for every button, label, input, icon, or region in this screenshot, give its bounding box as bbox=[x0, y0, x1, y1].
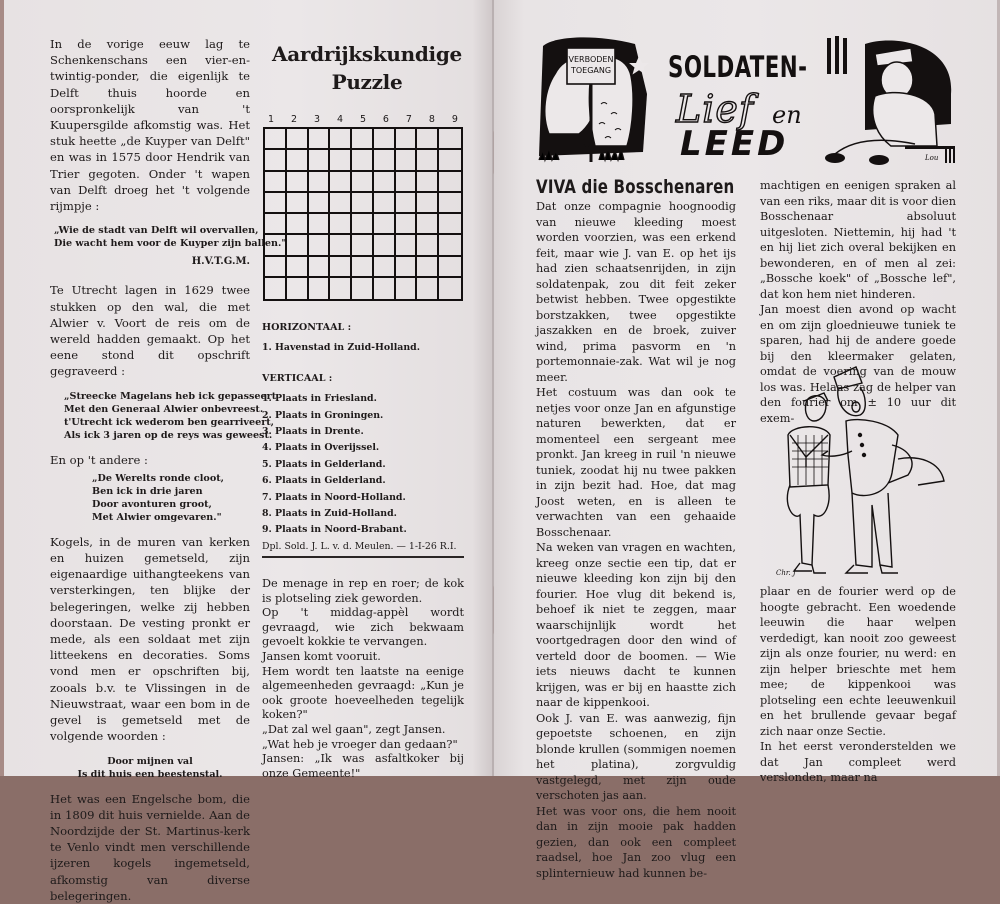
puzzle-cell[interactable] bbox=[287, 150, 309, 171]
paragraph: Het was een Engelsche bom, die in 1809 dit huis vernielde. Aan de Noordzijde der St. Martinus-kerk te Venlo vindt men verschillende ijzeren kogels ingemetseld, afkomstig van diverse belegeringen. bbox=[50, 791, 250, 903]
puzzle-cell[interactable] bbox=[439, 235, 461, 256]
sad-soldier-illustration-icon bbox=[825, 36, 955, 165]
puzzle-cell[interactable] bbox=[417, 257, 439, 278]
puzzle-credit: Dpl. Sold. J. L. v. d. Meulen. — 1-I-26 R.I. bbox=[262, 540, 457, 552]
puzzle-cell[interactable] bbox=[396, 129, 418, 150]
puzzle-cell[interactable] bbox=[417, 278, 439, 299]
soldiers-cartoon-icon bbox=[787, 367, 944, 573]
puzzle-cell[interactable] bbox=[417, 235, 439, 256]
puzzle-cell[interactable] bbox=[330, 172, 352, 193]
article-column-2-top: machtigen en eenigen spraken al van een riks, maar dit is voor dien Bosschenaar absoluut uitgesloten. Niettemin, hij had 't en hij liet zich overal bekijken en bewonderen, en of men al zei: „Bossche koek" of „Bossche lef", dat kon hem niet hinderen. Jan moest dien avond op wacht en om zijn gloednieuwe tuniek te sparen, had hij de andere goede bij den kleermaker gelaten, omdat de voering van de mouw los was. Helaas zag de helper van den fourier om ± 10 uur dit exem- bbox=[760, 179, 956, 425]
puzzle-cell[interactable] bbox=[396, 172, 418, 193]
puzzle-cell[interactable] bbox=[309, 257, 331, 278]
puzzle-cell[interactable] bbox=[265, 172, 287, 193]
puzzle-cell[interactable] bbox=[265, 235, 287, 256]
paragraph: Te Utrecht lagen in 1629 twee stukken op den wal, die met Alwier v. Voort de reis om de wereld hadden gemaakt. Op het eene stond dit opschrift gegraveerd : bbox=[50, 283, 250, 379]
puzzle-cell[interactable] bbox=[309, 278, 331, 299]
puzzle-cell[interactable] bbox=[439, 129, 461, 150]
puzzle-cell[interactable] bbox=[417, 214, 439, 235]
puzzle-cell[interactable] bbox=[374, 172, 396, 193]
puzzle-cell[interactable] bbox=[309, 193, 331, 214]
puzzle-cell[interactable] bbox=[396, 235, 418, 256]
puzzle-cell[interactable] bbox=[330, 278, 352, 299]
puzzle-cell[interactable] bbox=[309, 129, 331, 150]
puzzle-cell[interactable] bbox=[330, 257, 352, 278]
puzzle-cell[interactable] bbox=[417, 129, 439, 150]
clue-vertical: 6. Plaats in Gelderland. bbox=[262, 475, 386, 487]
puzzle-cell[interactable] bbox=[396, 193, 418, 214]
puzzle-cell[interactable] bbox=[439, 278, 461, 299]
puzzle-column-numbers: 1 2 3 4 5 6 7 8 9 bbox=[268, 114, 458, 125]
clue-vertical: 7. Plaats in Noord-Holland. bbox=[262, 491, 406, 503]
fourier-cartoon bbox=[768, 365, 958, 580]
puzzle-cell[interactable] bbox=[330, 214, 352, 235]
puzzle-cell[interactable] bbox=[374, 193, 396, 214]
puzzle-cell[interactable] bbox=[287, 278, 309, 299]
article-column-2-bottom: plaar en de fourier werd op de hoogte gebracht. Een woedende leeuwin die haar welpen verdedigt, kan nooit zoo geweest zijn als onze fourier, nu werd: en zijn helper brieschte met hem mee; de kippenkooi was plotseling een echte leeuwenkuil en het brullende gevaar begaf zich naar onze Sectie. In het eerst veronderstelden we dat Jan compleet werd verslonden, maar na bbox=[760, 585, 956, 784]
header-title-en: en bbox=[772, 101, 802, 129]
signature: H.V.T.G.M. bbox=[191, 256, 250, 268]
divider bbox=[262, 556, 464, 558]
clue-vertical: 9. Plaats in Noord-Brabant. bbox=[262, 524, 407, 536]
clue-vertical: 2. Plaats in Groningen. bbox=[262, 409, 384, 421]
puzzle-cell[interactable] bbox=[352, 214, 374, 235]
history-column bbox=[50, 36, 287, 904]
puzzle-cell[interactable] bbox=[374, 278, 396, 299]
puzzle-clues bbox=[262, 320, 472, 555]
horizontal-heading: HORIZONTAAL : bbox=[262, 322, 352, 333]
puzzle-cell[interactable] bbox=[352, 278, 374, 299]
puzzle-cell[interactable] bbox=[309, 172, 331, 193]
paragraph: Kogels, in de muren van kerken en huizen gemetseld, zijn eigenaardige uithangteekens van versterkingen, ten blijke der belegeringen, welke zij hebben doorstaan. De vesting pronkt er mede, als een soldaat met zijn litteekens en decoraties. Soms vond men er opschriften bij, zooals b.v. te Vlissingen in de Nieuwstraat, waar een bom in de gevel is gemetseld met de volgende woorden : bbox=[50, 534, 250, 744]
svg-text:Lou: Lou bbox=[925, 154, 939, 162]
puzzle-cell[interactable] bbox=[352, 235, 374, 256]
puzzle-cell[interactable] bbox=[287, 129, 309, 150]
puzzle-cell[interactable] bbox=[417, 172, 439, 193]
paragraph: En op 't andere : bbox=[50, 452, 148, 467]
puzzle-cell[interactable] bbox=[287, 193, 309, 214]
paragraph: In de vorige eeuw lag te Schenkenschans een vier-en-twintig-ponder, die eigenlijk te Delft thuis hoorde en oorspronkelijk van 't Kuupersgilde afkomstig was. Het stuk heette „de Kuyper van Delft" en was in 1575 door Hendrik van Trier gegoten. Onder 't wapen van Delft droeg het 't volgende rijmpje : bbox=[50, 37, 250, 214]
puzzle-cell[interactable] bbox=[352, 129, 374, 150]
puzzle-cell[interactable] bbox=[417, 150, 439, 171]
left-page bbox=[0, 0, 492, 903]
clue-vertical: 1. Plaats in Friesland. bbox=[262, 393, 377, 405]
puzzle-cell[interactable] bbox=[439, 172, 461, 193]
clue-vertical: 5. Plaats in Gelderland. bbox=[262, 458, 386, 470]
puzzle-cell[interactable] bbox=[265, 150, 287, 171]
puzzle-cell[interactable] bbox=[352, 150, 374, 171]
verse-vlissingen: Door mijnen val Is dit huis een beestenstal. bbox=[77, 755, 223, 780]
header-title-leed: LEED bbox=[680, 124, 789, 164]
puzzle-cell[interactable] bbox=[265, 129, 287, 150]
puzzle-cell[interactable] bbox=[396, 257, 418, 278]
clue-vertical: 8. Plaats in Zuid-Holland. bbox=[262, 508, 397, 520]
puzzle-cell[interactable] bbox=[352, 172, 374, 193]
puzzle-title: Aardrijkskundige Puzzle bbox=[272, 42, 462, 94]
puzzle-cell[interactable] bbox=[330, 193, 352, 214]
puzzle-cell[interactable] bbox=[287, 172, 309, 193]
puzzle-cell[interactable] bbox=[439, 193, 461, 214]
anecdote: De menage in rep en roer; de kok is plotseling ziek geworden. Op 't middag-appèl wordt gevraagd, wie zich bekwaam gevoelt kokkie te vervangen. Jansen komt vooruit. Hem wordt ten laatste na eenige algemeenheden gevraagd: „Kun je ook groote hoeveelheden tegelijk koken?" „Dat zal wel gaan", zegt Jansen. „Wat heb je vroeger dan gedaan?" Jansen: „Ik was asfaltkoker bij onze Gemeente!" bbox=[262, 577, 464, 780]
verse-utrecht: „Streecke Magelans heb ick gepasseert Met den Generaal Alwier onbevreest. t'Utrecht ick wederom ben gearriveert, Als ick 3 jaren op de reys was geweest. bbox=[64, 390, 277, 441]
puzzle-cell[interactable] bbox=[439, 150, 461, 171]
puzzle-cell[interactable] bbox=[330, 129, 352, 150]
puzzle-cell[interactable] bbox=[374, 214, 396, 235]
puzzle-cell[interactable] bbox=[439, 257, 461, 278]
verse-wereld: „De Werelts ronde cloot, Ben ick in drie jaren Door avonturen groot, Met Alwier omgevaren." bbox=[92, 472, 224, 523]
clue-vertical: 3. Plaats in Drente. bbox=[262, 426, 364, 438]
puzzle-cell[interactable] bbox=[309, 150, 331, 171]
article-column-1: Dat onze compagnie hoognoodig van nieuwe kleeding moest worden voorzien, was een erkend feit, maar wie J. van E. op het ijs had zien schaatsenrijden, in zijn soldatenpak, zou dit feit zeker betwist hebben. Twee opgestikte borstzakken, twee opgestikte jaszakken en de broek, zuiver wind, prima pasvorm en 'n portemonnaie-zak. Wat wil je nog meer. Het costuum was dan ook te netjes voor onze Jan en afgunstige naturen bewerkten, dat er momenteel een sergeant mee pronkt. Jan kreeg in ruil 'n nieuwe tuniek, zoodat hij nu twee pakken in zijn bezit had. Hoe, dat mag Joost weten, en is alleen te verwachten van een gehaaide Bosschenaar. Na weken van vragen en wachten, kreeg onze sectie een tip, dat er nieuwe kleeding kon zijn bij den fourier. Hoe vlug dit bekend is, behoef ik niet te zeggen, maar waarschijnlijk wordt het voortgedragen door den wind of verteld door de boomen. — Wie iets nieuws dacht te kunnen krijgen, was er bij en haastte zich naar de kippenkooi. Ook J. van E. was aanwezig, fijn gepoetste schoenen, en zijn blonde krullen (sommigen noemen het platina), zorgvuldig vastgelegd, met zijn oude verschoten jas aan. Het was voor ons, die hem nooit dan in zijn mooie pak hadden gezien, dan ook een compleet raadsel, hoe Jan zoo vlug een splinternieuw had kunnen be- bbox=[536, 200, 736, 880]
puzzle-cell[interactable] bbox=[309, 235, 331, 256]
vertical-heading: VERTICAAL : bbox=[262, 372, 333, 384]
puzzle-cell[interactable] bbox=[309, 214, 331, 235]
puzzle-cell[interactable] bbox=[374, 257, 396, 278]
puzzle-cell[interactable] bbox=[374, 150, 396, 171]
clue-vertical: 4. Plaats in Overijssel. bbox=[262, 442, 380, 454]
puzzle-cell[interactable] bbox=[374, 129, 396, 150]
puzzle-cell[interactable] bbox=[396, 278, 418, 299]
puzzle-cell[interactable] bbox=[352, 193, 374, 214]
puzzle-cell[interactable] bbox=[396, 150, 418, 171]
puzzle-cell[interactable] bbox=[265, 193, 287, 214]
puzzle-cell[interactable] bbox=[265, 257, 287, 278]
puzzle-cell[interactable] bbox=[287, 257, 309, 278]
header-title-lief: Lief bbox=[676, 87, 754, 131]
header-title-soldaten: SOLDATEN- bbox=[668, 50, 808, 84]
puzzle-cell[interactable] bbox=[374, 235, 396, 256]
svg-text:TOEGANG: TOEGANG bbox=[570, 66, 612, 75]
svg-text:Chr. J: Chr. J bbox=[776, 569, 796, 577]
puzzle-cell[interactable] bbox=[265, 214, 287, 235]
puzzle-cell[interactable] bbox=[287, 214, 309, 235]
clue-horizontal: 1. Havenstad in Zuid-Holland. bbox=[262, 342, 420, 354]
puzzle-cell[interactable] bbox=[396, 214, 418, 235]
puzzle-cell[interactable] bbox=[439, 214, 461, 235]
article-headline: VIVA die Bosschenaren bbox=[536, 176, 735, 198]
puzzle-cell[interactable] bbox=[417, 193, 439, 214]
puzzle-cell[interactable] bbox=[265, 278, 287, 299]
puzzle-cell[interactable] bbox=[352, 257, 374, 278]
puzzle-cell[interactable] bbox=[330, 235, 352, 256]
page-edge bbox=[0, 0, 4, 776]
puzzle-cell[interactable] bbox=[287, 235, 309, 256]
puzzle-cell[interactable] bbox=[330, 150, 352, 171]
puzzle-grid[interactable] bbox=[263, 127, 463, 301]
svg-text:VERBODEN: VERBODEN bbox=[568, 55, 614, 64]
verse-delft: „Wie de stadt van Delft wil overvallen, Die wacht hem voor de Kuyper zijn ballen." bbox=[54, 225, 287, 250]
